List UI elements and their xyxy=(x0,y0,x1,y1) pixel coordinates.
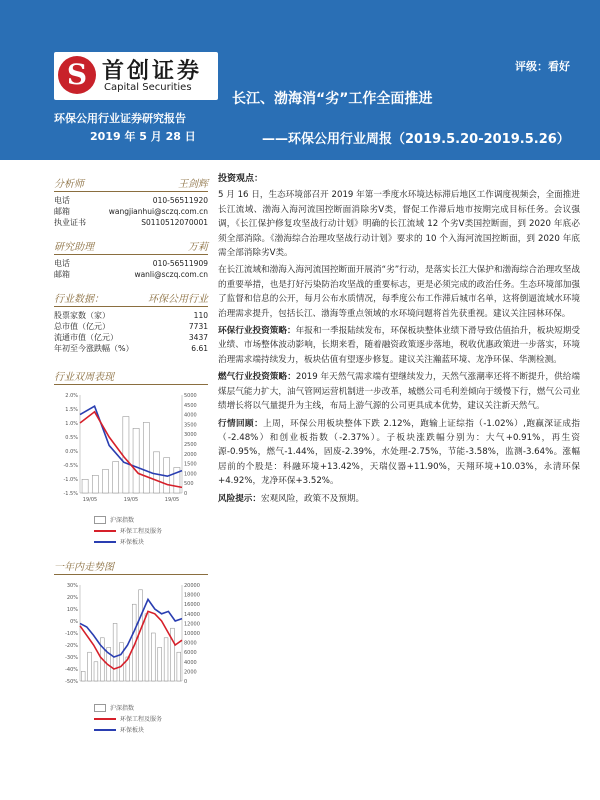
y-left-tick-label: -10% xyxy=(65,631,78,637)
volume-bar xyxy=(151,633,155,681)
rating: 评级：看好 xyxy=(515,60,570,73)
volume-bar xyxy=(171,628,175,681)
market-review-text: 上周，环保公用板块整体下跌 2.12%，跑输上证综指（-1.02%）,跑赢深证成指（-2.48%）和创业板指数（-2.37%）。子板块涨跌幅分别为：大气+0.91%，再生资源-0.95%，燃气-1.44%，固废-2.39%，水处理-2.75%，节能-3.58%，监测-3.64%。涨幅居前的个股是：科融环境+13.42%，天瑞仪器+11.90%，天翔环境+10.03%，永清环保+4.92%，龙净环保+3.52%。 xyxy=(218,418,580,487)
y-right-tick-label: 12000 xyxy=(184,621,200,628)
sidebar xyxy=(54,175,208,744)
chart2-section xyxy=(54,558,208,734)
industry-title: 行业数据： xyxy=(54,294,104,305)
x-tick-label: 19/05 xyxy=(123,497,139,503)
y-right-tick-label: 6000 xyxy=(184,650,197,657)
industry-name: 环保公用行业 xyxy=(148,294,208,305)
info-row: 执业证书 S0110512070001 xyxy=(54,218,208,227)
volume-bar xyxy=(133,428,139,493)
paragraph-analysis: 在长江流域和渤海入海河流国控断面开展消“劣”行动，是落实长江大保护和渤海综合治理攻坚战的重要举措，也是打好污染防治攻坚战的重要标志，更是必须完成的政治任务。生态环境部加强了监督和信息的公开，每月公布水质情况，每季度公布工作滞后城市名单，这将倒逼流域水环境治理需求提升，包括长江、渤海等重点领域的水环境问题将首先获重视。建议关注园林环保。 xyxy=(218,265,580,319)
y-right-tick-label: 1000 xyxy=(184,471,197,478)
env-strategy-text: 年报和一季报陆续发布，环保板块整体业绩下滑导致估值抬升，板块短期受业绩、市场整体波动影响，长期来看，随着融资政策逐步落地，税收优惠政策进一步落实，环境治理需求端持续发力，板块估值有望逐步修复。建议关注瀚蓝环境、龙净环保、华测检测。 xyxy=(218,326,580,365)
risk-text: 宏观风险，政策不及预期。 xyxy=(260,493,365,504)
paragraph-market-review xyxy=(218,417,580,489)
y-left-tick-label: -0.5% xyxy=(63,463,78,469)
volume-bar xyxy=(82,479,88,493)
market-review-label: 行情回顾： xyxy=(218,418,264,429)
chart1-legend-item: 沪深指数 xyxy=(94,515,208,524)
volume-bar xyxy=(177,652,181,681)
y-right-tick-label: 5000 xyxy=(184,393,197,399)
volume-bar xyxy=(145,614,149,681)
volume-bar xyxy=(120,643,124,681)
y-right-tick-label: 4000 xyxy=(184,412,197,419)
y-left-tick-label: 1.0% xyxy=(65,421,78,427)
paragraph-policy: 5 月 16 日，生态环境部召开 2019 年第一季度水环境达标滞后地区工作调度视频会，全面推进长江流域、渤海入海河流国控断面消除劣Ⅴ类，督促工作滞后地市按期完成目标任务。会议强调，《长江保护修复攻坚战行动计划》明确的长江流域 12 个劣Ⅴ类国控断面，到 2020 年底必须全部消除。《渤海综合治理攻坚战行动计划》要求的 10 个入海河流国控断面，到 2020 年底需全部消除劣Ⅴ类。 xyxy=(218,190,580,259)
y-right-tick-label: 2000 xyxy=(184,669,197,676)
y-left-tick-label: 0% xyxy=(70,619,78,625)
y-left-tick-label: 0.5% xyxy=(65,435,78,441)
volume-bar xyxy=(158,647,162,681)
volume-bar xyxy=(102,469,108,493)
volume-bar xyxy=(123,417,129,493)
x-tick-label: 19/05 xyxy=(164,497,180,503)
y-right-tick-label: 2000 xyxy=(184,451,197,458)
info-row: 股票家数（家） 110 xyxy=(54,311,208,320)
y-right-tick-label: 10000 xyxy=(184,631,200,637)
y-left-tick-label: 30% xyxy=(66,583,78,589)
logo-en-name: Capital Securities xyxy=(104,82,192,93)
sub-title: ——环保公用行业周报（2019.5.20-2019.5.26） xyxy=(262,132,570,147)
y-left-tick-label: -20% xyxy=(65,643,78,649)
y-right-tick-label: 1500 xyxy=(184,461,197,468)
y-left-tick-label: 1.5% xyxy=(65,407,78,413)
volume-bar xyxy=(139,590,143,681)
volume-bar xyxy=(164,638,168,681)
gas-strategy-label: 燃气行业投资策略： xyxy=(218,372,296,383)
volume-bar xyxy=(143,422,149,493)
y-left-tick-label: 2.0% xyxy=(65,393,78,399)
analyst-section xyxy=(54,175,208,228)
chart1-svg xyxy=(54,389,208,509)
y-left-tick-label: -1.0% xyxy=(63,477,78,483)
main-title: 长江、渤海消“劣”工作全面推进 xyxy=(232,91,433,107)
chart2-legend-item: 沪深指数 xyxy=(94,703,208,712)
y-left-tick-label: -50% xyxy=(65,679,78,685)
y-right-tick-label: 16000 xyxy=(184,602,200,609)
y-left-tick-label: -30% xyxy=(65,655,78,661)
logo-mark: S xyxy=(66,58,88,91)
volume-bar xyxy=(153,452,159,493)
y-right-tick-label: 0 xyxy=(184,679,188,685)
views-heading: 投资观点： xyxy=(218,174,264,184)
analyst-title: 分析师 xyxy=(54,179,84,190)
logo-cn-name: 首创证券 xyxy=(102,58,203,84)
info-row: 邮箱 wangjianhui@sczq.com.cn xyxy=(54,207,208,216)
info-row: 年初至今涨跌幅（%） 6.61 xyxy=(54,344,208,353)
report-date: 2019 年 5 月 28 日 xyxy=(90,130,196,143)
company-logo xyxy=(54,52,218,100)
y-right-tick-label: 20000 xyxy=(184,583,200,589)
volume-bar xyxy=(92,475,98,493)
y-right-tick-label: 3000 xyxy=(184,432,197,439)
report-header xyxy=(0,0,600,160)
info-row: 电话 010-56511909 xyxy=(54,259,208,268)
assistant-name: 万莉 xyxy=(188,242,208,253)
assistant-title: 研究助理 xyxy=(54,242,94,253)
y-right-tick-label: 18000 xyxy=(184,592,200,599)
risk-label: 风险提示： xyxy=(218,493,261,504)
chart1-legend-item: 环保板块 xyxy=(94,537,208,546)
y-right-tick-label: 3500 xyxy=(184,422,197,429)
industry-section xyxy=(54,290,208,354)
info-row: 总市值（亿元） 7731 xyxy=(54,322,208,331)
y-right-tick-label: 4000 xyxy=(184,659,197,666)
y-left-tick-label: 20% xyxy=(66,595,78,601)
analyst-name: 王剑辉 xyxy=(178,179,208,190)
assistant-section xyxy=(54,238,208,280)
chart1-title: 行业双周表现 xyxy=(54,368,208,385)
paragraph-env-strategy xyxy=(218,324,580,367)
chart1-legend-item: 环保工程及服务 xyxy=(94,526,208,535)
volume-bar xyxy=(113,623,117,681)
gas-strategy-text: 2019 年天然气需求端有望继续发力，天然气涨潮率还将不断提升，供给端煤层气能力扩大，油气管网运营机制进一步改革，城燃公司毛利差倾向于缓慢下行，燃气公司业绩增长将以气量提升为主线，布局上游气源的公司更具成本优势，建议关注新天然气。 xyxy=(218,372,580,412)
y-right-tick-label: 14000 xyxy=(184,611,200,618)
chart2-legend-item: 环保板块 xyxy=(94,725,208,734)
report-body xyxy=(218,172,580,509)
y-left-tick-label: -40% xyxy=(65,667,78,673)
chart1-section xyxy=(54,368,208,546)
env-strategy-label: 环保行业投资策略： xyxy=(218,326,296,337)
info-row: 电话 010-56511920 xyxy=(54,196,208,205)
x-tick-label: 19/05 xyxy=(82,497,98,503)
volume-bar xyxy=(113,462,119,493)
y-right-tick-label: 4500 xyxy=(184,402,197,409)
paragraph-gas-strategy xyxy=(218,370,580,413)
report-type: 环保公用行业证券研究报告 xyxy=(54,112,186,125)
chart2-svg xyxy=(54,579,208,697)
y-right-tick-label: 8000 xyxy=(184,640,197,647)
y-right-tick-label: 0 xyxy=(184,491,188,497)
paragraph-risk xyxy=(218,492,580,506)
chart2-legend-item: 环保工程及服务 xyxy=(94,714,208,723)
y-right-tick-label: 500 xyxy=(184,481,194,488)
info-row: 邮箱 wanli@sczq.com.cn xyxy=(54,270,208,279)
volume-bar xyxy=(81,671,85,681)
info-row: 流通市值（亿元） 3437 xyxy=(54,333,208,342)
y-left-tick-label: -1.5% xyxy=(63,491,78,497)
chart2-title: 一年内走势图 xyxy=(54,558,208,575)
y-left-tick-label: 10% xyxy=(66,607,78,613)
y-left-tick-label: 0.0% xyxy=(65,449,78,455)
y-right-tick-label: 2500 xyxy=(184,442,197,448)
volume-bar xyxy=(88,652,92,681)
volume-bar xyxy=(94,662,98,681)
